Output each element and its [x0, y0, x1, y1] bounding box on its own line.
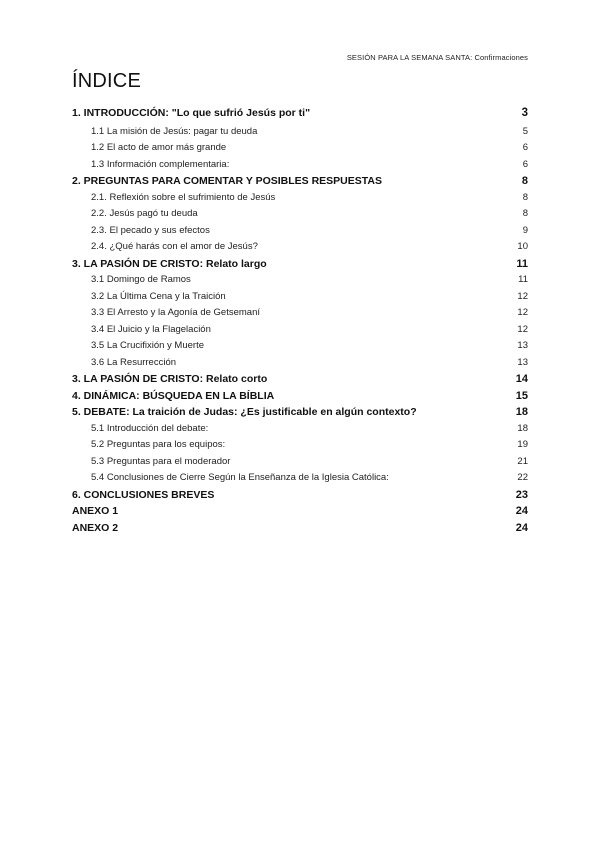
toc-entry-page: 10 [517, 241, 528, 252]
toc-entry-page: 3 [521, 107, 528, 119]
toc-entry-label: 5.3 Preguntas para el moderador [91, 455, 231, 467]
toc-entry[interactable] [72, 503, 528, 520]
toc-entry[interactable] [72, 140, 528, 157]
toc-entry-label: 2.3. El pecado y sus efectos [91, 224, 210, 236]
toc-entry-label: 3.4 El Juicio y la Flagelación [91, 323, 211, 335]
toc-entry-label: 5. DEBATE: La traición de Judas: ¿Es justificable en algún contexto? [72, 406, 417, 418]
toc-entry-label: 3.5 La Crucifixión y Muerte [91, 340, 204, 351]
toc-entry-label: 2.1. Reflexión sobre el sufrimiento de Jesús [91, 191, 276, 203]
toc-entry-page: 24 [515, 505, 528, 517]
toc-entry[interactable] [72, 157, 528, 174]
toc-entry[interactable] [72, 388, 528, 405]
toc-entry-label: 1.1 La misión de Jesús: pagar tu deuda [91, 125, 258, 137]
toc-entry-label: 2.4. ¿Qué harás con el amor de Jesús? [91, 241, 258, 252]
toc-entry-page: 22 [517, 472, 528, 483]
toc-entry-label: 3. LA PASIÓN DE CRISTO: Relato corto [72, 373, 268, 385]
toc-entry-page: 21 [517, 455, 528, 467]
toc-entry-label: 3.6 La Resurrección [91, 356, 177, 368]
toc-entry[interactable] [72, 371, 528, 388]
toc-entry[interactable] [72, 520, 528, 537]
toc-entry-label: 5.2 Preguntas para los equipos: [91, 439, 226, 450]
toc-entry[interactable] [72, 421, 528, 438]
toc-entry[interactable] [72, 256, 528, 273]
toc-entry-page: 8 [522, 191, 528, 203]
toc-entry-page: 13 [517, 340, 528, 351]
toc-entry-label: ANEXO 1 [72, 505, 119, 517]
toc-entry-page: 18 [515, 406, 528, 418]
toc-entry-page: 24 [515, 521, 528, 534]
toc-entry-page: 8 [522, 208, 528, 219]
toc-entry[interactable] [72, 305, 528, 322]
toc-entry-page: 12 [517, 307, 528, 318]
toc-entry[interactable] [72, 223, 528, 240]
toc-entry-page: 11 [518, 274, 528, 285]
toc-entry[interactable] [72, 437, 528, 454]
toc-entry-label: 5.4 Conclusiones de Cierre Según la Enseñanza de la Iglesia Católica: [91, 472, 389, 483]
toc-entry-page: 15 [515, 389, 528, 402]
toc-entry[interactable] [72, 124, 528, 141]
toc-entry[interactable] [72, 104, 528, 122]
toc-entry-label: 5.1 Introducción del debate: [91, 422, 209, 434]
table-of-contents [72, 104, 528, 536]
toc-entry[interactable] [72, 190, 528, 207]
toc-entry-page: 11 [516, 257, 528, 270]
running-header: SESIÓN PARA LA SEMANA SANTA: Confirmaciones [346, 53, 528, 62]
toc-entry[interactable] [72, 454, 528, 471]
toc-entry[interactable] [72, 470, 528, 487]
toc-entry-label: 4. DINÁMICA: BÚSQUEDA EN LA BÍBLIA [72, 389, 275, 402]
toc-entry-label: 1.2 El acto de amor más grande [91, 142, 227, 153]
toc-entry-label: 3. LA PASIÓN DE CRISTO: Relato largo [72, 257, 267, 270]
toc-entry-page: 13 [517, 356, 528, 368]
toc-entry-page: 19 [517, 439, 528, 450]
toc-entry[interactable] [72, 487, 528, 504]
toc-entry-page: 12 [517, 290, 528, 302]
toc-entry-label: 2.2. Jesús pagó tu deuda [91, 208, 198, 219]
toc-entry-page: 6 [522, 158, 528, 170]
toc-entry-page: 12 [517, 323, 528, 335]
toc-entry-page: 6 [522, 142, 528, 153]
toc-entry[interactable] [72, 173, 528, 190]
toc-entry-label: 6. CONCLUSIONES BREVES [72, 488, 215, 501]
toc-entry-label: 3.1 Domingo de Ramos [91, 274, 191, 285]
toc-entry[interactable] [72, 322, 528, 339]
toc-entry-label: 1. INTRODUCCIÓN: "Lo que sufrió Jesús por ti" [72, 107, 311, 119]
toc-entry-page: 18 [517, 422, 528, 434]
toc-entry-page: 23 [515, 488, 528, 501]
toc-entry-page: 5 [522, 125, 528, 137]
toc-entry[interactable] [72, 206, 528, 223]
page-title: ÍNDICE [72, 70, 141, 92]
toc-entry[interactable] [72, 289, 528, 306]
toc-entry-page: 9 [522, 224, 528, 236]
toc-entry-label: 2. PREGUNTAS PARA COMENTAR Y POSIBLES RESPUESTAS [72, 175, 382, 187]
toc-entry[interactable] [72, 272, 528, 289]
toc-entry-label: 3.3 El Arresto y la Agonía de Getsemaní [91, 307, 260, 318]
toc-entry[interactable] [72, 239, 528, 256]
toc-entry[interactable] [72, 338, 528, 355]
toc-entry-page: 8 [521, 175, 528, 187]
toc-entry[interactable] [72, 404, 528, 421]
toc-entry-label: 3.2 La Última Cena y la Traición [91, 290, 226, 302]
toc-entry-page: 14 [515, 373, 528, 385]
toc-entry-label: 1.3 Información complementaria: [91, 158, 230, 170]
toc-entry[interactable] [72, 355, 528, 372]
toc-entry-label: ANEXO 2 [72, 521, 119, 534]
